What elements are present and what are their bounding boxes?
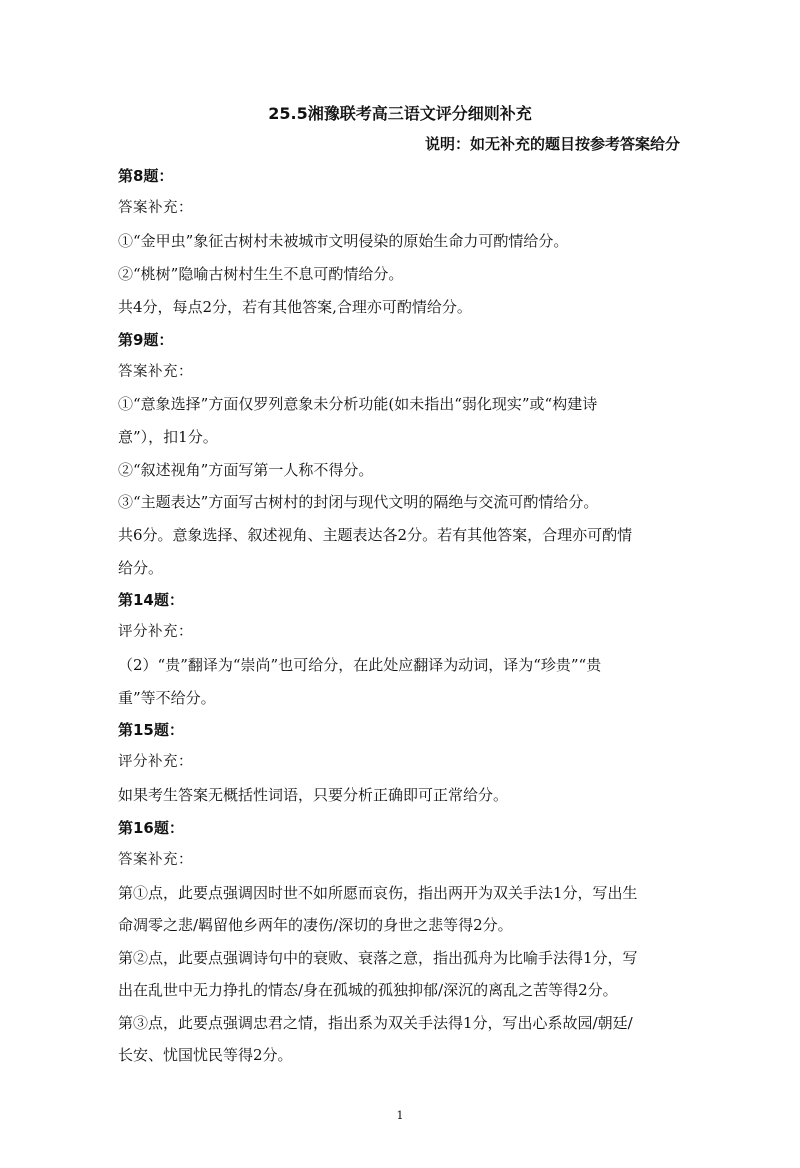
q8-line-2: ②“桃树”隐喻古树村生生不息可酌情给分。	[118, 265, 404, 283]
q16-line-2: 命凋零之悲/羁留他乡两年的凄伤/深切的身世之悲等得2分。	[118, 916, 513, 934]
q14-subheading: 评分补充：	[118, 624, 193, 640]
q15-heading: 第15题：	[118, 721, 184, 739]
q9-line-6: 给分。	[118, 559, 164, 577]
q16-line-1: 第①点，此要点强调因时世不如所愿而哀伤，指出两开为双关手法1分，写出生	[118, 884, 638, 902]
q16-line-3: 第②点，此要点强调诗句中的衰败、衰落之意，指出孤舟为比喻手法得1分，写	[118, 949, 638, 967]
q8-subheading: 答案补充：	[118, 200, 193, 216]
q8-line-1: ①“金甲虫”象征古树村未被城市文明侵染的原始生命力可酌情给分。	[118, 232, 569, 250]
q9-line-4: ③“主题表达”方面写古树村的封闭与现代文明的隔绝与交流可酌情给分。	[118, 493, 599, 511]
q9-heading: 第9题：	[118, 331, 174, 349]
q14-heading: 第14题：	[118, 591, 184, 609]
q9-line-3: ②“叙述视角”方面写第一人称不得分。	[118, 461, 374, 479]
q14-line-2: 重”等不给分。	[118, 689, 216, 707]
document-title: 25.5湘豫联考高三语文评分细则补充	[268, 104, 532, 123]
q15-subheading: 评分补充：	[118, 754, 193, 770]
q9-line-2: 意”），扣1分。	[118, 428, 218, 446]
q16-line-6: 长安、忧国忧民等得2分。	[118, 1046, 293, 1064]
q8-heading: 第8题：	[118, 167, 174, 185]
q15-line-1: 如果考生答案无概括性词语，只要分析正确即可正常给分。	[118, 786, 509, 804]
q9-line-5: 共6分。意象选择、叙述视角、主题表达各2分。若有其他答案，合理亦可酌情	[118, 526, 633, 544]
q8-line-3: 共4分，每点2分，若有其他答案,合理亦可酌情给分。	[118, 298, 472, 316]
document-note: 说明：如无补充的题目按参考答案给分	[424, 135, 680, 153]
q9-subheading: 答案补充：	[118, 364, 193, 380]
q16-line-5: 第③点，此要点强调忠君之情，指出系为双关手法得1分，写出心系故园/朝廷/	[118, 1014, 633, 1032]
q16-subheading: 答案补充：	[118, 852, 193, 868]
q9-line-1: ①“意象选择”方面仅罗列意象未分析功能(如未指出“弱化现实”或“构建诗	[118, 395, 598, 413]
page-number: 1	[396, 1109, 404, 1122]
q16-line-4: 出在乱世中无力挣扎的情态/身在孤城的孤独抑郁/深沉的离乱之苦等得2分。	[118, 981, 618, 999]
q16-heading: 第16题：	[118, 819, 184, 837]
q14-line-1: （2）“贵”翻译为“崇尚”也可给分，在此处应翻译为动词，译为“珍贵”“贵	[118, 656, 602, 674]
